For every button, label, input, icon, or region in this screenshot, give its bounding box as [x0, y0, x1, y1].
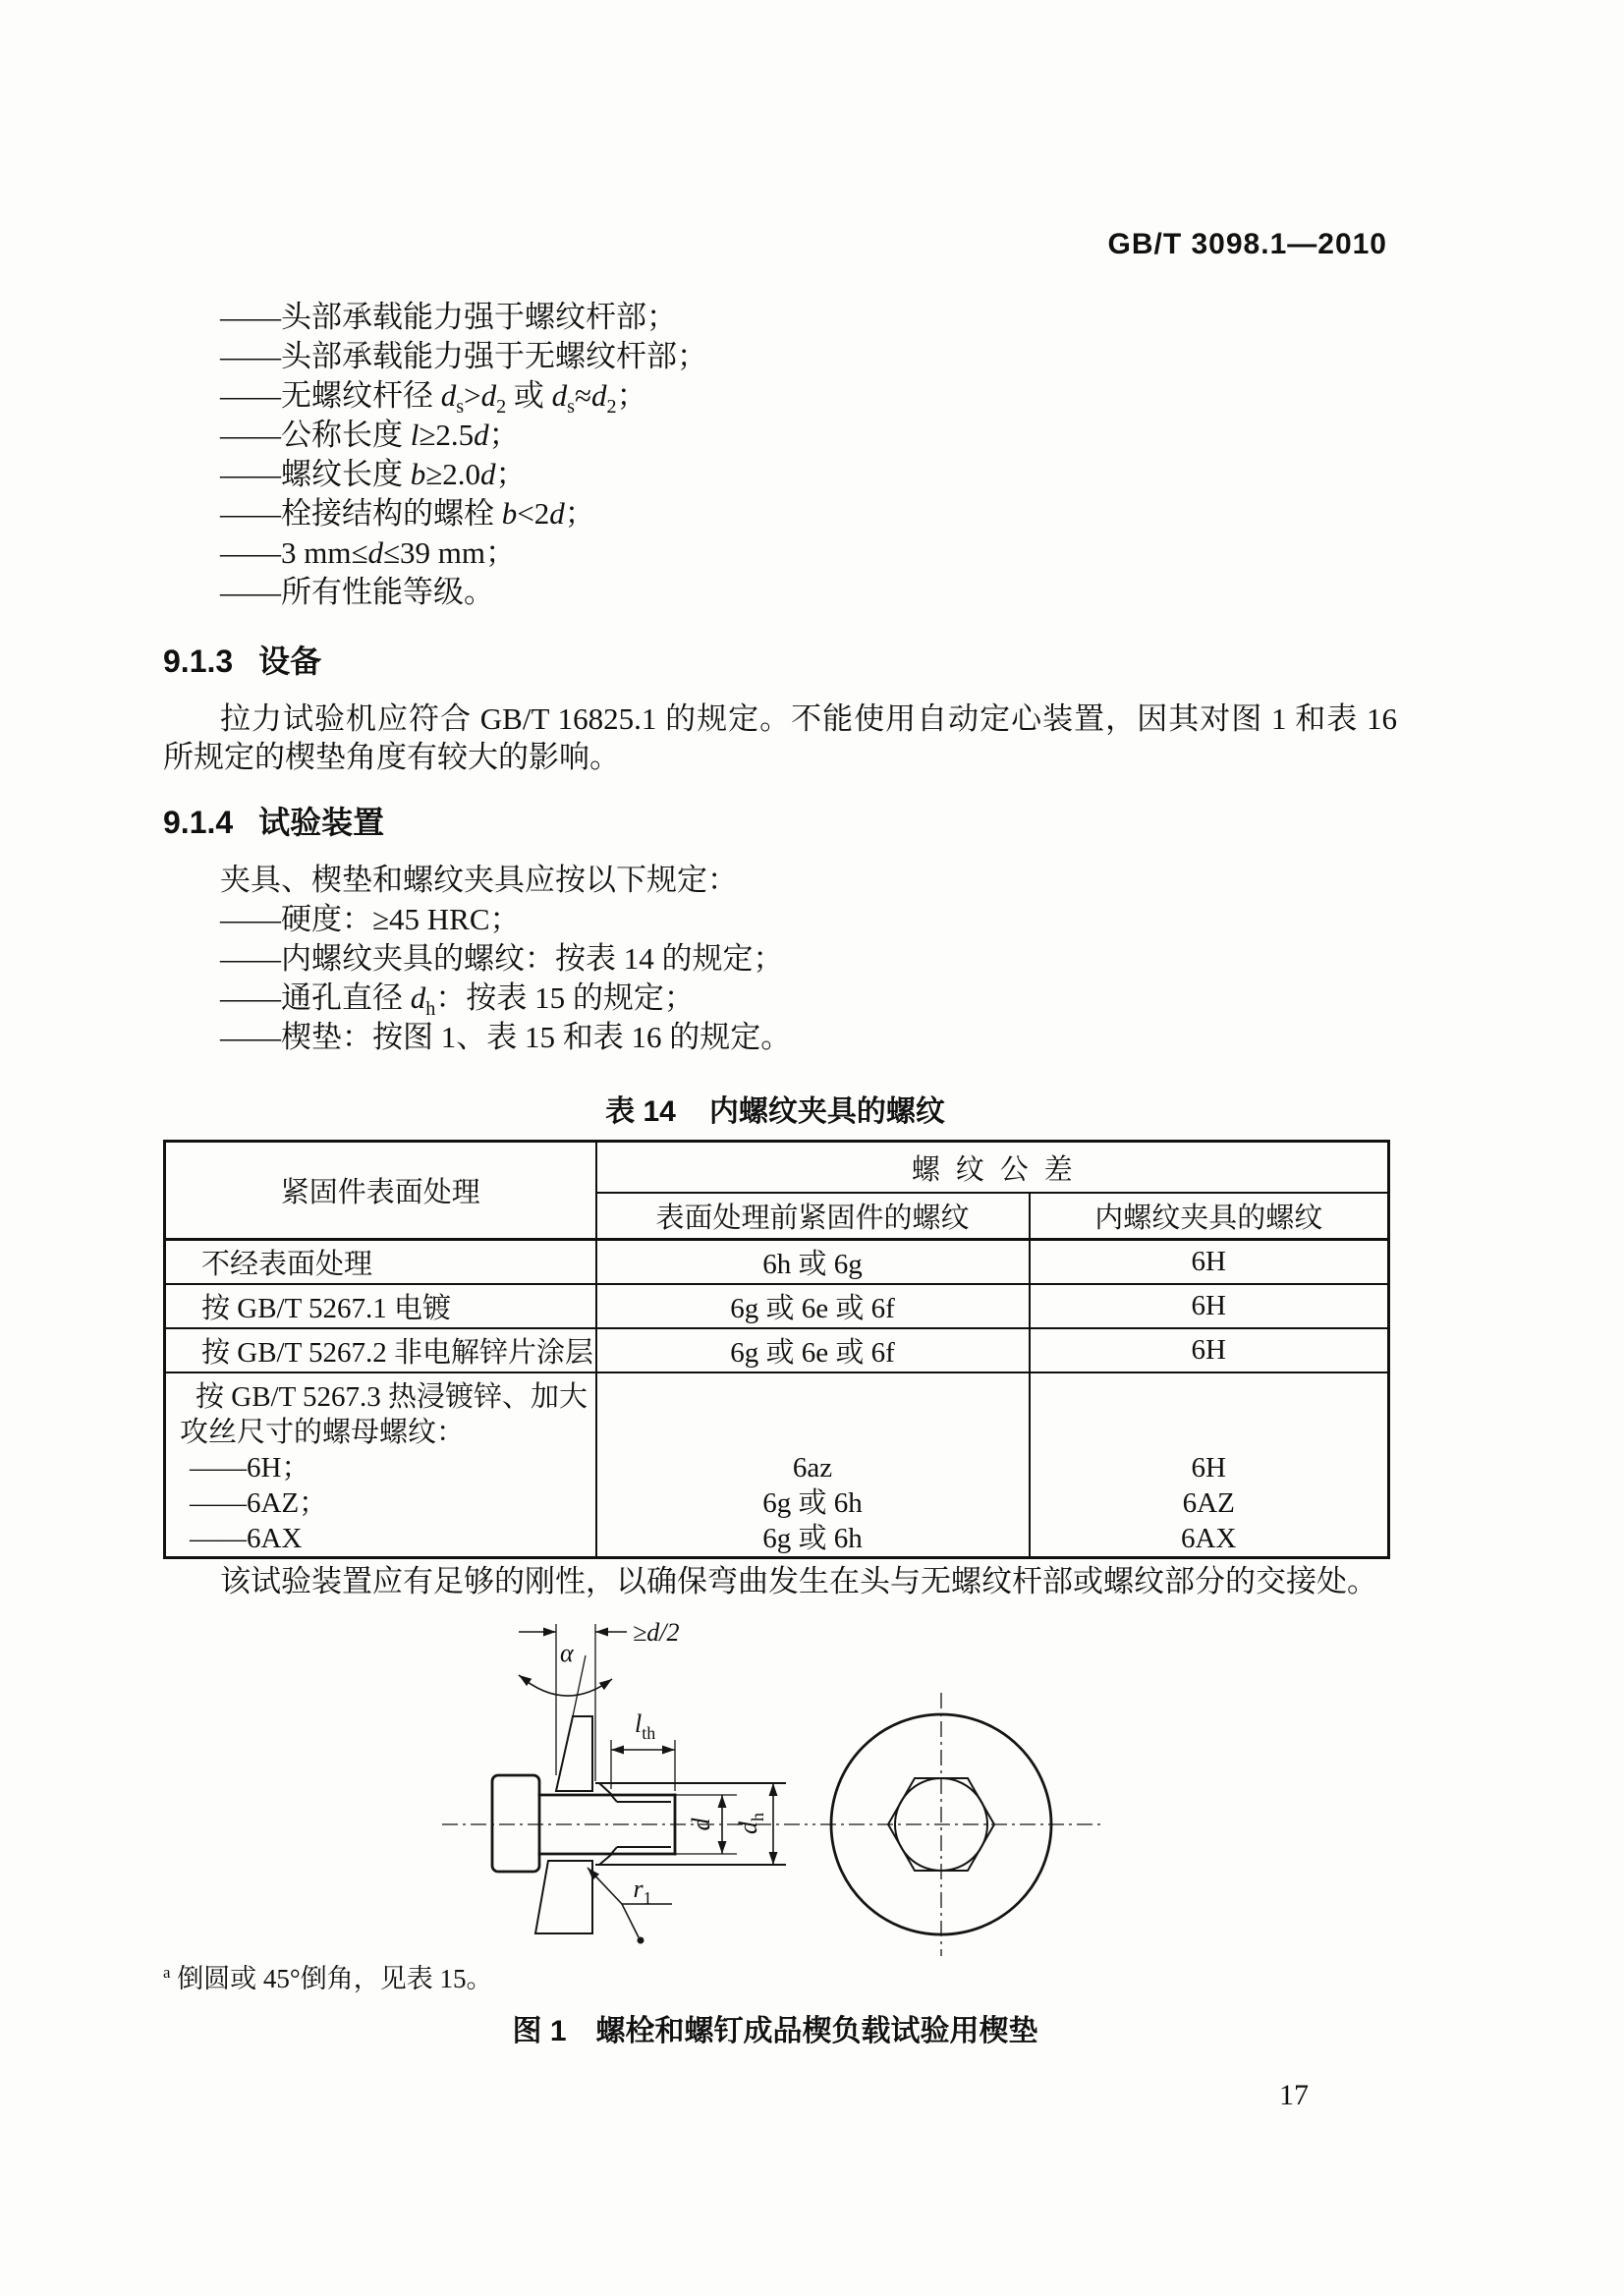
equipment-paragraph: 拉力试验机应符合 GB/T 16825.1 的规定。不能使用自动定心装置，因其对图 1 和表 16 所规定的楔垫角度有较大的影响。 — [163, 701, 1397, 774]
table-14-caption — [163, 1087, 1387, 1130]
footnote-text: 倒圆或 45°倒角，见表 15。 — [177, 1964, 493, 1993]
table-header-row-1 — [165, 1142, 1389, 1194]
svg-text:dh: $d_h$ — [734, 1813, 767, 1834]
list-item: ——硬度：≥45 HRC； — [220, 902, 521, 936]
table-14 — [163, 1140, 1390, 1559]
apparatus-requirements-list — [220, 900, 791, 1057]
block-sub-label: ——6H； — [190, 1452, 310, 1484]
svg-text:lth: $l_{th}$ — [635, 1709, 656, 1743]
section-number: 9.1.4 — [163, 805, 234, 840]
wedge-lower-section — [535, 1861, 592, 1933]
block-before-values — [596, 1372, 1030, 1558]
wedge-angle-dimension — [516, 1639, 614, 1716]
block-sub-label: ——6AZ； — [190, 1487, 328, 1519]
section-heading-913 — [163, 637, 321, 682]
figure-caption-title: 螺栓和螺钉成品楔负载试验用楔垫 — [595, 2015, 1038, 2047]
list-item: ——通孔直径 $d_h$：按表 15 的规定； — [220, 980, 695, 1021]
apparatus-intro-paragraph: 夹具、楔垫和螺纹夹具应按以下规定： — [220, 863, 738, 897]
table-cell: 6H — [1030, 1328, 1389, 1372]
footnote-marker-dot — [638, 1937, 644, 1944]
page-number: 17 — [1279, 2079, 1309, 2111]
svg-text:d: d — [687, 1818, 715, 1831]
block-sub-value: 6g 或 6h — [762, 1487, 863, 1519]
list-item: ——3 mm≤d≤39 mm； — [220, 535, 516, 570]
block-sub-value: 6AZ — [1182, 1487, 1235, 1519]
header-thread-tolerance-group: 螺纹公差 — [596, 1142, 1389, 1194]
table-cell: 6g 或 6e 或 6f — [596, 1284, 1030, 1328]
rigidity-paragraph: 该试验装置应有足够的刚性，以确保弯曲发生在头与无螺纹杆部或螺纹部分的交接处。 — [220, 1564, 1377, 1598]
list-item: ——楔垫：按图 1、表 15 和表 16 的规定。 — [220, 1020, 792, 1054]
figure-footnote — [163, 1957, 493, 1995]
table-row — [165, 1328, 1389, 1372]
list-item: ——内螺纹夹具的螺纹：按表 14 的规定； — [220, 941, 784, 976]
wedge-width-dimension — [519, 1618, 680, 1781]
table-cell: 按 GB/T 5267.2 非电解锌片涂层 — [165, 1328, 596, 1372]
header-fixture-thread: 内螺纹夹具的螺纹 — [1030, 1193, 1389, 1240]
block-sub-value: 6g 或 6h — [762, 1523, 863, 1554]
section-title: 试验装置 — [258, 805, 385, 840]
block-sub-value: 6az — [792, 1452, 833, 1484]
table-row — [165, 1284, 1389, 1328]
table-caption-label: 表 14 — [605, 1095, 676, 1128]
header-surface-treatment: 紧固件表面处理 — [165, 1142, 596, 1240]
header-thread-before-treatment: 表面处理前紧固件的螺纹 — [596, 1193, 1030, 1240]
figure-1-caption — [163, 2006, 1387, 2049]
wedge-upper-section — [556, 1716, 592, 1791]
block-sub-value: 6AX — [1181, 1523, 1237, 1554]
thread-length-dimension — [611, 1709, 675, 1791]
list-item: ——公称长度 l≥2.5d； — [220, 418, 520, 452]
list-item: ——螺纹长度 b≥2.0d； — [220, 457, 527, 491]
fillet-radius-leader — [585, 1865, 672, 1944]
table-cell: 不经表面处理 — [165, 1240, 596, 1285]
table-cell: 6H — [1030, 1284, 1389, 1328]
block-intro-text: 按 GB/T 5267.3 热浸镀锌、加大攻丝尺寸的螺母螺纹： — [180, 1381, 588, 1448]
footnote-marker: a — [163, 1963, 171, 1982]
block-sub-value: 6H — [1191, 1452, 1226, 1484]
applicability-list — [220, 298, 707, 612]
table-caption-title: 内螺纹夹具的螺纹 — [708, 1095, 945, 1128]
list-item: ——头部承载能力强于无螺纹杆部； — [220, 339, 707, 373]
table-cell: 按 GB/T 5267.1 电镀 — [165, 1284, 596, 1328]
section-heading-914 — [163, 798, 384, 843]
table-cell: 6g 或 6e 或 6f — [596, 1328, 1030, 1372]
table-row — [165, 1240, 1389, 1285]
block-fixture-values — [1030, 1372, 1389, 1558]
figure-caption-label: 图 1 — [512, 2015, 567, 2047]
figure-1-drawing — [324, 1616, 1130, 1982]
list-item: ——无螺纹杆径 $d_s>d_2$ 或 $d_s\approx d_2$； — [220, 378, 647, 419]
section-title: 设备 — [258, 644, 322, 679]
table-cell: 6H — [1030, 1240, 1389, 1285]
block-sub-label: ——6AX — [190, 1523, 303, 1554]
list-item: ——栓接结构的螺栓 b<2d； — [220, 496, 595, 531]
list-item: ——所有性能等级。 — [220, 575, 494, 609]
block-surface-cell — [165, 1372, 596, 1558]
section-number: 9.1.3 — [163, 644, 234, 679]
standard-number-header: GB/T 3098.1—2010 — [1107, 228, 1387, 260]
table-cell: 6h 或 6g — [596, 1240, 1030, 1285]
bolt-head — [492, 1775, 539, 1872]
svg-text:r1: $r_1$ — [633, 1875, 652, 1908]
svg-text:≥d/2: ≥d/2 — [633, 1618, 680, 1647]
list-item: ——头部承载能力强于螺纹杆部； — [220, 300, 677, 334]
end-view — [820, 1693, 1105, 1956]
table-block-row — [165, 1372, 1389, 1558]
svg-text:α: α — [560, 1639, 574, 1667]
